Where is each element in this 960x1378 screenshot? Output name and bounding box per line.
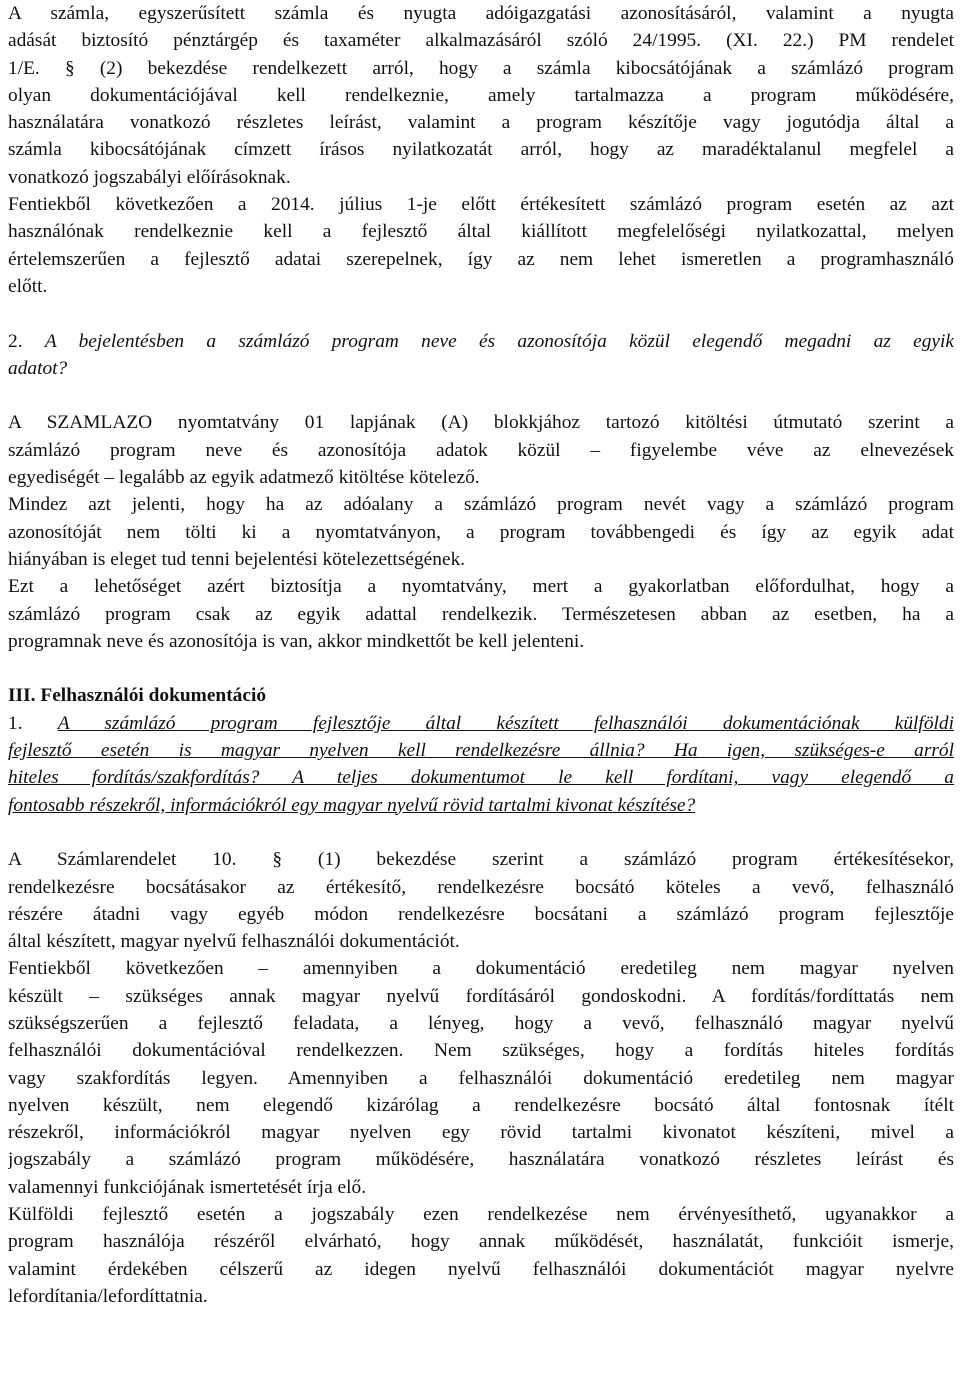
text-line: által készített, magyar nyelvű felhasználói dokumentációt.	[8, 931, 460, 953]
text-line: számlázó program neve és azonosítója adatok közül – figyelembe véve az elnevezések	[8, 439, 954, 461]
spacer	[8, 655, 954, 682]
question-text: A számlázó program fejlesztője által készített felhasználói dokumentációnak külföldi	[57, 712, 954, 734]
text-line: Fentiekből következően – amennyiben a dokumentáció eredetileg nem magyar nyelven	[8, 958, 954, 980]
text-line: valamennyi funkciójának ismertetését írja elő.	[8, 1176, 367, 1198]
spacer	[8, 819, 954, 846]
text-line: vonatkozó jogszabályi előírásoknak.	[8, 166, 291, 188]
text-line: szükségszerűen a fejlesztő feladata, a lényeg, hogy a vevő, felhasználó magyar nyelvű	[8, 1012, 954, 1034]
text-line: A SZAMLAZO nyomtatvány 01 lapjának (A) blokkjához tartozó kitöltési útmutató szerint a	[8, 412, 954, 434]
text-line: lefordítania/lefordíttatnia.	[8, 1285, 208, 1307]
text-line: értelemszerűen a fejlesztő adatai szerepelnek, így az nem lehet ismeretlen a programhasználó	[8, 248, 954, 270]
text-line: részére átadni vagy egyéb módon rendelkezésre bocsátani a számlázó program fejlesztője	[8, 903, 954, 925]
text-line: jogszabály a számlázó program működésére, használatára vonatkozó részletes leírást és	[8, 1149, 954, 1171]
question-line: fontosabb részekről, információkról egy magyar nyelvű rövid tartalmi kivonat készítése?	[8, 794, 696, 816]
question-1	[8, 710, 954, 819]
paragraph-regulation	[8, 0, 954, 191]
question-2	[8, 328, 954, 383]
paragraph-form-instructions	[8, 409, 954, 491]
question-line	[8, 328, 954, 355]
paragraph-invoice-decree	[8, 846, 954, 955]
text-line: azonosítóját nem tölti ki a nyomtatványon, a program továbbengedi és így az egyik adat	[8, 521, 954, 543]
paragraph-foreign-developer	[8, 1201, 954, 1310]
spacer	[8, 300, 954, 327]
question-number: 2.	[8, 330, 23, 352]
text-line: olyan dokumentációjával kell rendelkeznie, amely tartalmazza a program működésére,	[8, 84, 954, 106]
paragraph-conclusion-2014	[8, 191, 954, 300]
question-line: hiteles fordítás/szakfordítás? A teljes dokumentumot le kell fordítani, vagy elegendő a	[8, 767, 954, 789]
text-line: részekről, információkról magyar nyelven egy rövid tartalmi kivonatot készíteni, mivel a	[8, 1122, 954, 1144]
section-heading	[8, 682, 954, 709]
text-line: A Számlarendelet 10. § (1) bekezdése szerint a számlázó program értékesítésekor,	[8, 849, 954, 871]
text-line: készült – szükséges annak magyar nyelvű fordításáról gondoskodni. A fordítás/fordíttatás nem	[8, 985, 954, 1007]
paragraph-meaning	[8, 491, 954, 573]
text-line: vagy szakfordítás legyen. Amennyiben a felhasználói dokumentáció eredetileg nem magyar	[8, 1067, 954, 1089]
section-number: III.	[8, 685, 36, 707]
text-line: Külföldi fejlesztő esetén a jogszabály ezen rendelkezése nem érvényesíthető, ugyanakkor a	[8, 1204, 954, 1226]
text-line: használatára vonatkozó részletes leírást, valamint a program készítője vagy jogutódja által a	[8, 112, 954, 134]
text-line: Fentiekből következően a 2014. július 1-je előtt értékesített számlázó program esetén az azt	[8, 194, 954, 216]
paragraph-translation	[8, 955, 954, 1201]
document-page	[8, 0, 954, 1310]
spacer	[8, 382, 954, 409]
text-line: előtt.	[8, 275, 48, 297]
text-line: számla kibocsátójának címzett írásos nyilatkozatát arról, hogy az maradéktalanul megfelel a	[8, 139, 954, 161]
text-line: program használója részéről elvárható, hogy annak működését, használatát, funkcióit ismerje,	[8, 1231, 954, 1253]
text-line: Mindez azt jelenti, hogy ha az adóalany a számlázó program nevét vagy a számlázó program	[8, 494, 954, 516]
text-line: adását biztosító pénztárgép és taxaméter alkalmazásáról szóló 24/1995. (XI. 22.) PM rendelet	[8, 30, 954, 52]
question-line: adatot?	[8, 357, 68, 379]
text-line: használónak rendelkeznie kell a fejlesztő által kiállított megfelelőségi nyilatkozattal, melyen	[8, 221, 954, 243]
question-line	[8, 710, 954, 737]
text-line: programnak neve és azonosítója is van, akkor mindkettőt be kell jelenteni.	[8, 630, 585, 652]
question-line: fejlesztő esetén is magyar nyelven kell rendelkezésre állnia? Ha igen, szükséges-e arról	[8, 740, 954, 762]
text-line: rendelkezésre bocsátásakor az értékesítő, rendelkezésre bocsátó köteles a vevő, felhasználó	[8, 876, 954, 898]
text-line: felhasználói dokumentációval rendelkezzen. Nem szükséges, hogy a fordítás hiteles fordítás	[8, 1040, 954, 1062]
text-line: számlázó program csak az egyik adattal rendelkezik. Természetesen abban az esetben, ha a	[8, 603, 954, 625]
text-line: egyediségét – legalább az egyik adatmező kitöltése kötelező.	[8, 467, 480, 489]
text-line: Ezt a lehetőséget azért biztosítja a nyomtatvány, mert a gyakorlatban előfordulhat, hogy a	[8, 576, 954, 598]
text-line: 1/E. § (2) bekezdése rendelkezett arról, hogy a számla kibocsátójának a számlázó program	[8, 57, 954, 79]
text-line: valamint érdekében célszerű az idegen nyelvű felhasználói dokumentációt magyar nyelvre	[8, 1258, 954, 1280]
section-title: Felhasználói dokumentáció	[40, 685, 267, 707]
question-text: A bejelentésben a számlázó program neve és azonosítója közül elegendő megadni az egyik	[44, 330, 954, 352]
paragraph-possibility	[8, 573, 954, 655]
section-heading-line	[8, 682, 954, 709]
text-line: nyelven készült, nem elegendő kizárólag a rendelkezésre bocsátó által fontosnak ítélt	[8, 1094, 954, 1116]
text-line: hiányában is eleget tud tenni bejelentési kötelezettségének.	[8, 548, 466, 570]
question-number: 1.	[8, 712, 23, 734]
text-line: A számla, egyszerűsített számla és nyugta adóigazgatási azonosításáról, valamint a nyugta	[8, 3, 954, 24]
